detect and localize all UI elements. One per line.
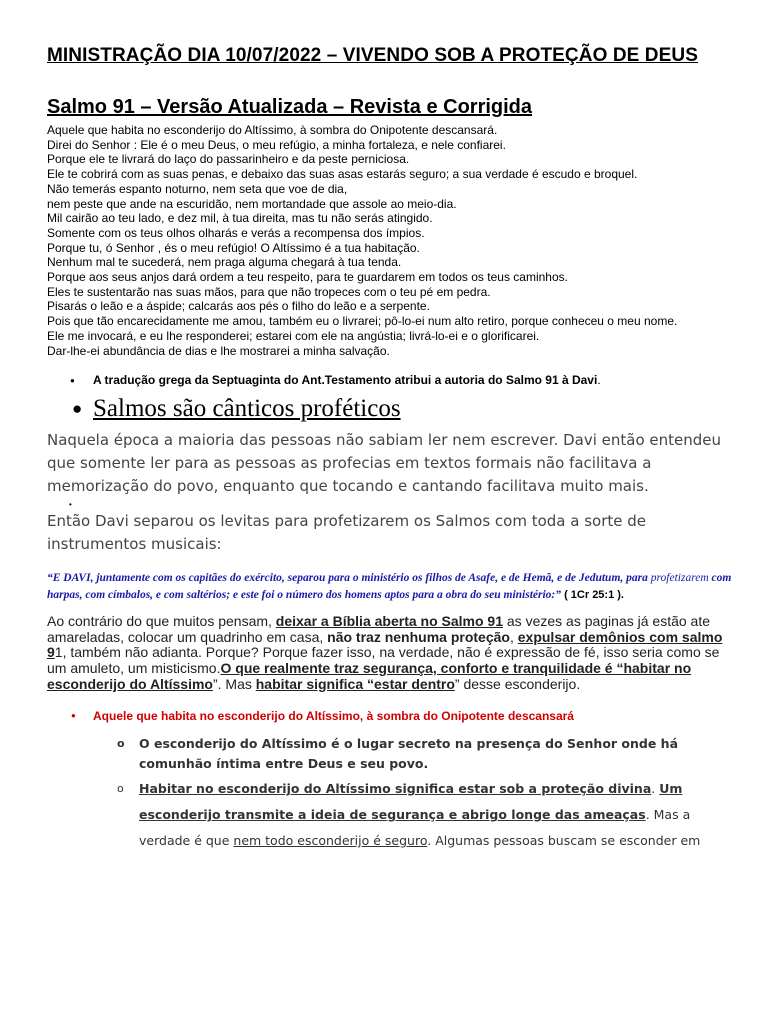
- psalm-line: Ele me invocará, e eu lhe responderei; estarei com ele na angústia; livrá-lo-ei e o glorificarei.: [47, 328, 540, 343]
- paragraph: Então Davi separou os levitas para profetizarem os Salmos com toda a sorte de instrumentos musicais:: [47, 512, 647, 554]
- emphasis: deixar a Bíblia aberta no Salmo 91: [275, 613, 503, 630]
- empty-bullet: •: [69, 500, 72, 510]
- emphasis: O que realmente traz segurança, conforto e tranquilidade é “habitar no esconderijo do Altíssimo: [47, 660, 692, 692]
- emphasis: nem todo esconderijo é seguro: [233, 833, 428, 849]
- text-span: as vezes as paginas já estão ate amareladas, colocar um quadrinho em casa,: [47, 613, 711, 645]
- psalm-line: nem peste que ande na escuridão, nem mortandade que assole ao meio-dia.: [47, 196, 457, 211]
- psalms-heading-text: Salmos são cânticos proféticos: [93, 395, 401, 423]
- text-span: .: [651, 781, 660, 797]
- psalm-text: [47, 123, 737, 358]
- psalm-line: Nenhum mal te sucederá, nem praga alguma chegará à tua tenda.: [47, 255, 402, 270]
- red-bullet-list: [47, 708, 737, 724]
- section-title: Salmo 91 – Versão Atualizada – Revista e Corrigida: [47, 96, 533, 118]
- text-span: ,: [509, 628, 518, 645]
- text-span: Ao contrário do que muitos pensam,: [47, 613, 276, 630]
- septuagint-period: .: [597, 373, 601, 388]
- quote-text: “E DAVI, juntamente com os capitães do exército, separou para o ministério os filhos de Asafe, e de Hemã, e de Jedutum, para: [47, 572, 651, 585]
- psalm-line: Aquele que habita no esconderijo do Altíssimo, à sombra do Onipotente descansará.: [47, 123, 498, 137]
- psalm-line: Porque ele te livrará do laço do passarinheiro e da peste perniciosa.: [47, 152, 410, 167]
- emphasis: Um esconderijo transmite a ideia de segurança e abrigo longe das ameaças: [139, 781, 683, 823]
- scripture-quote: [47, 570, 737, 604]
- psalm-line: Somente com os teus olhos olharás e verás a recompensa dos ímpios.: [47, 225, 425, 240]
- list-item: [139, 776, 737, 854]
- bullet-dot: ●: [72, 399, 83, 419]
- bullet-list: [47, 372, 737, 389]
- document-page: [47, 44, 737, 856]
- page-title: MINISTRAÇÃO DIA 10/07/2022 – VIVENDO SOB A PROTEÇÃO DE DEUS: [47, 45, 698, 66]
- psalm-line: Eles te sustentarão nas suas mãos, para que não tropeces com o teu pé em pedra.: [47, 284, 491, 299]
- emphasis: expulsar demônios com salmo 9: [47, 628, 723, 661]
- psalm-line: Pisarás o leão e a áspide; calcarás aos pés o filho do leão e a serpente.: [47, 299, 430, 314]
- psalm-line: Porque aos seus anjos dará ordem a teu respeito, para te guardarem em todos os teus caminhos.: [47, 270, 568, 285]
- sub-bullet-list: [47, 734, 737, 854]
- septuagint-note: A tradução grega da Septuaginta do Ant.Testamento atribui a autoria do Salmo 91 à Davi: [93, 373, 598, 388]
- text-span: ” desse esconderijo.: [454, 675, 581, 692]
- psalm-line: Direi do Senhor : Ele é o meu Deus, o meu refúgio, a minha fortaleza, e nele confiarei.: [47, 137, 506, 152]
- psalm-line: Ele te cobrirá com as suas penas, e debaixo das suas asas estarás seguro; a sua verdade é escudo e broquel.: [47, 167, 638, 182]
- text-span: . Algumas pessoas buscam se esconder em: [427, 833, 701, 849]
- text-span: 1, também não adianta. Porque? Porque fazer isso, na verdade, não é expressão de fé, isso seria como se um amuleto, um misticismo.: [47, 644, 720, 677]
- text-span: ”. Mas: [212, 675, 256, 692]
- quote-reference: ( 1Cr 25:1 ).: [561, 589, 624, 602]
- emphasis: habitar significa “estar dentro: [255, 675, 455, 692]
- psalm-line: Não temerás espanto noturno, nem seta que voe de dia,: [47, 181, 348, 196]
- quote-word: profetizarem: [650, 572, 709, 585]
- list-item: [93, 372, 737, 389]
- psalm-line: Porque tu, ó Senhor , és o meu refúgio! O Altíssimo é a tua habitação.: [47, 240, 420, 255]
- emphasis: não traz nenhuma proteção: [327, 628, 510, 645]
- psalm-line: Dar-lhe-ei abundância de dias e lhe mostrarei a minha salvação.: [47, 343, 390, 358]
- psalms-heading: [47, 393, 737, 425]
- paragraph: Naquela época a maioria das pessoas não sabiam ler nem escrever. Davi então entendeu que somente ler para as pessoas as profecias em textos formais não facilitava a memorização do povo, enquanto que tocando e cantando facilitava muito mais.: [47, 431, 722, 496]
- quote-text: com harpas, com címbalos, e com saltérios; e este foi o número dos homens aptos para a obra do seu ministério:”: [47, 572, 732, 602]
- text-span: . Mas a verdade é que: [139, 807, 691, 849]
- list-item: ● Aquele que habita no esconderijo do Altíssimo, à sombra do Onipotente descansará: [93, 708, 737, 724]
- list-item: o O esconderijo do Altíssimo é o lugar secreto na presença do Senhor onde há comunhão íntima entre Deus e seu povo.: [139, 734, 737, 774]
- psalm-line: Pois que tão encarecidamente me amou, também eu o livrarei; pô-lo-ei num alto retiro, porque conheceu o meu nome.: [47, 314, 678, 329]
- psalm-line: Mil cairão ao teu lado, e dez mil, à tua direita, mas tu não serás atingido.: [47, 211, 433, 226]
- emphasis: Habitar no esconderijo do Altíssimo significa estar sob a proteção divina: [139, 781, 652, 797]
- paragraph: [47, 614, 737, 692]
